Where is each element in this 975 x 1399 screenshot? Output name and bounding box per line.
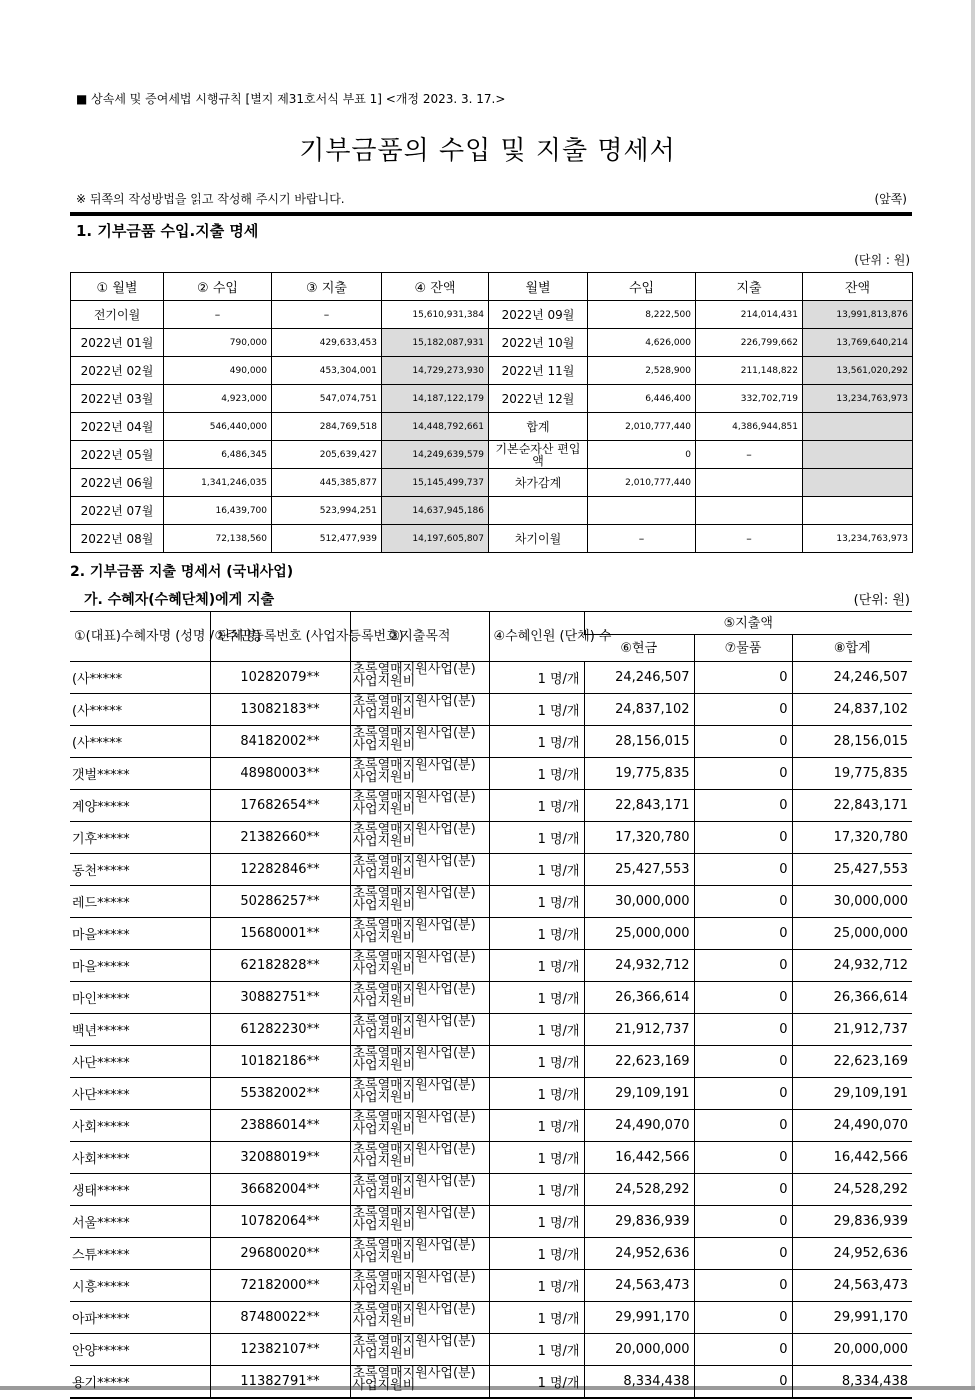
ledger-income: 546,440,000 <box>164 413 272 441</box>
registration-number: 87480022** <box>210 1302 350 1334</box>
cash-amount: 25,000,000 <box>584 918 694 950</box>
registration-number: 55382002** <box>210 1078 350 1110</box>
expense-header-row-1 <box>70 612 912 635</box>
beneficiary-name: 갯벌***** <box>70 758 210 790</box>
total-amount: 24,528,292 <box>792 1174 912 1206</box>
total-amount: 24,932,712 <box>792 950 912 982</box>
ledger-month: 2022년 06월 <box>71 469 164 497</box>
col-income: ② 수입 <box>164 273 272 301</box>
beneficiary-name: 시흥***** <box>70 1270 210 1302</box>
expense-row <box>70 1046 912 1078</box>
beneficiary-count: 1 명/개 <box>489 1206 584 1238</box>
ledger-balance-right <box>803 441 913 469</box>
ledger-month: 2022년 07월 <box>71 497 164 525</box>
goods-amount: 0 <box>694 1014 792 1046</box>
ledger-month-right <box>489 497 588 525</box>
expense-row <box>70 790 912 822</box>
cash-amount: 25,427,553 <box>584 854 694 886</box>
expense-row <box>70 1334 912 1366</box>
ledger-balance: 14,637,945,186 <box>382 497 489 525</box>
ledger-balance: 14,729,273,930 <box>382 357 489 385</box>
ledger-expense: 453,304,001 <box>272 357 382 385</box>
ledger-expense: 284,769,518 <box>272 413 382 441</box>
expense-row <box>70 982 912 1014</box>
expense-purpose: 초록열매지원사업(분) 사업지원비 <box>350 982 489 1014</box>
ledger-expense: 512,477,939 <box>272 525 382 553</box>
beneficiary-name: 용기***** <box>70 1366 210 1399</box>
beneficiary-count: 1 명/개 <box>489 1366 584 1399</box>
ledger-month: 2022년 01월 <box>71 329 164 357</box>
registration-number: 23886014** <box>210 1110 350 1142</box>
total-amount: 24,952,636 <box>792 1238 912 1270</box>
beneficiary-count: 1 명/개 <box>489 1270 584 1302</box>
cash-amount: 30,000,000 <box>584 886 694 918</box>
total-amount: 20,000,000 <box>792 1334 912 1366</box>
ledger-income: 1,341,246,035 <box>164 469 272 497</box>
ledger-balance-right <box>803 469 913 497</box>
beneficiary-expense-table <box>70 611 912 1399</box>
ledger-balance: 14,249,639,579 <box>382 441 489 469</box>
section2-unit: (단위: 원) <box>853 593 910 608</box>
ledger-expense-right: 211,148,822 <box>696 357 803 385</box>
expense-purpose: 초록열매지원사업(분) 사업지원비 <box>350 1334 489 1366</box>
ledger-income-right: 2,528,900 <box>588 357 696 385</box>
registration-number: 15680001** <box>210 918 350 950</box>
col-month: ① 월별 <box>71 273 164 301</box>
expense-purpose: 초록열매지원사업(분) 사업지원비 <box>350 1110 489 1142</box>
ledger-income: 72,138,560 <box>164 525 272 553</box>
ledger-income-right: 8,222,500 <box>588 301 696 329</box>
ledger-month: 2022년 08월 <box>71 525 164 553</box>
ledger-expense-right <box>696 469 803 497</box>
col-income-right: 수입 <box>588 273 696 301</box>
cash-amount: 24,932,712 <box>584 950 694 982</box>
section1-title: 1. 기부금품 수입.지출 명세 <box>76 222 259 240</box>
beneficiary-name: 마을***** <box>70 950 210 982</box>
expense-row <box>70 822 912 854</box>
registration-number: 48980003** <box>210 758 350 790</box>
beneficiary-count: 1 명/개 <box>489 662 584 694</box>
cash-amount: 24,837,102 <box>584 694 694 726</box>
ledger-header-row <box>71 273 913 301</box>
expense-purpose: 초록열매지원사업(분) 사업지원비 <box>350 1366 489 1399</box>
ledger-row <box>71 441 913 469</box>
section2-title: 2. 기부금품 지출 명세서 (국내사업) <box>70 564 294 580</box>
ledger-expense-right: – <box>696 525 803 553</box>
total-amount: 28,156,015 <box>792 726 912 758</box>
expense-row <box>70 1014 912 1046</box>
cash-amount: 29,991,170 <box>584 1302 694 1334</box>
expense-row <box>70 758 912 790</box>
cash-amount: 21,912,737 <box>584 1014 694 1046</box>
ledger-income: – <box>164 301 272 329</box>
registration-number: 11382791** <box>210 1366 350 1399</box>
ledger-income-right: – <box>588 525 696 553</box>
section2-subtitle: 가. 수혜자(수혜단체)에게 지출 <box>84 592 275 608</box>
ledger-expense: 547,074,751 <box>272 385 382 413</box>
total-amount: 24,246,507 <box>792 662 912 694</box>
goods-amount: 0 <box>694 1302 792 1334</box>
expense-purpose: 초록열매지원사업(분) 사업지원비 <box>350 726 489 758</box>
header-total: ⑧합계 <box>792 635 912 662</box>
ledger-balance-right: 13,234,763,973 <box>803 525 913 553</box>
registration-number: 32088019** <box>210 1142 350 1174</box>
ledger-income: 16,439,700 <box>164 497 272 525</box>
cash-amount: 29,836,939 <box>584 1206 694 1238</box>
ledger-balance-right <box>803 413 913 441</box>
goods-amount: 0 <box>694 790 792 822</box>
expense-purpose: 초록열매지원사업(분) 사업지원비 <box>350 758 489 790</box>
ledger-row <box>71 385 913 413</box>
goods-amount: 0 <box>694 982 792 1014</box>
ledger-month-right: 2022년 09월 <box>489 301 588 329</box>
goods-amount: 0 <box>694 1174 792 1206</box>
ledger-balance: 15,182,087,931 <box>382 329 489 357</box>
ledger-month: 2022년 05월 <box>71 441 164 469</box>
ledger-month-right: 2022년 10월 <box>489 329 588 357</box>
total-amount: 25,427,553 <box>792 854 912 886</box>
ledger-month: 2022년 03월 <box>71 385 164 413</box>
registration-number: 62182828** <box>210 950 350 982</box>
ledger-balance-right: 13,991,813,876 <box>803 301 913 329</box>
registration-number: 12282846** <box>210 854 350 886</box>
cash-amount: 24,490,070 <box>584 1110 694 1142</box>
beneficiary-count: 1 명/개 <box>489 790 584 822</box>
total-amount: 19,775,835 <box>792 758 912 790</box>
total-amount: 24,490,070 <box>792 1110 912 1142</box>
expense-row <box>70 1270 912 1302</box>
expense-purpose: 초록열매지원사업(분) 사업지원비 <box>350 1238 489 1270</box>
ledger-expense-right: – <box>696 441 803 469</box>
beneficiary-count: 1 명/개 <box>489 1110 584 1142</box>
expense-purpose: 초록열매지원사업(분) 사업지원비 <box>350 790 489 822</box>
cash-amount: 24,246,507 <box>584 662 694 694</box>
ledger-expense-right: 332,702,719 <box>696 385 803 413</box>
registration-number: 29680020** <box>210 1238 350 1270</box>
registration-number: 10782064** <box>210 1206 350 1238</box>
ledger-expense-right: 214,014,431 <box>696 301 803 329</box>
expense-purpose: 초록열매지원사업(분) 사업지원비 <box>350 854 489 886</box>
beneficiary-name: 사단***** <box>70 1078 210 1110</box>
expense-row <box>70 854 912 886</box>
col-expense-right: 지출 <box>696 273 803 301</box>
registration-number: 72182000** <box>210 1270 350 1302</box>
beneficiary-count: 1 명/개 <box>489 1334 584 1366</box>
ledger-balance-right: 13,769,640,214 <box>803 329 913 357</box>
goods-amount: 0 <box>694 1078 792 1110</box>
ledger-month-right: 2022년 11월 <box>489 357 588 385</box>
total-amount: 25,000,000 <box>792 918 912 950</box>
beneficiary-count: 1 명/개 <box>489 758 584 790</box>
registration-number: 17682654** <box>210 790 350 822</box>
total-amount: 22,843,171 <box>792 790 912 822</box>
ledger-income: 790,000 <box>164 329 272 357</box>
instruction-note: ※ 뒤쪽의 작성방법을 읽고 작성해 주시기 바랍니다. <box>76 192 345 206</box>
registration-number: 30882751** <box>210 982 350 1014</box>
beneficiary-name: 생태***** <box>70 1174 210 1206</box>
cash-amount: 8,334,438 <box>584 1366 694 1399</box>
goods-amount: 0 <box>694 1366 792 1399</box>
total-amount: 8,334,438 <box>792 1366 912 1399</box>
beneficiary-count: 1 명/개 <box>489 1238 584 1270</box>
goods-amount: 0 <box>694 1110 792 1142</box>
expense-purpose: 초록열매지원사업(분) 사업지원비 <box>350 1142 489 1174</box>
cash-amount: 24,563,473 <box>584 1270 694 1302</box>
ledger-month: 2022년 02월 <box>71 357 164 385</box>
total-amount: 24,563,473 <box>792 1270 912 1302</box>
expense-row <box>70 726 912 758</box>
beneficiary-name: 백년***** <box>70 1014 210 1046</box>
registration-number: 50286257** <box>210 886 350 918</box>
ledger-expense: 429,633,453 <box>272 329 382 357</box>
ledger-expense-right: 4,386,944,851 <box>696 413 803 441</box>
beneficiary-name: (사***** <box>70 726 210 758</box>
beneficiary-count: 1 명/개 <box>489 886 584 918</box>
goods-amount: 0 <box>694 1206 792 1238</box>
expense-row <box>70 1238 912 1270</box>
cash-amount: 22,623,169 <box>584 1046 694 1078</box>
beneficiary-name: 안양***** <box>70 1334 210 1366</box>
ledger-row <box>71 525 913 553</box>
ledger-expense: 445,385,877 <box>272 469 382 497</box>
expense-purpose: 초록열매지원사업(분) 사업지원비 <box>350 1302 489 1334</box>
goods-amount: 0 <box>694 886 792 918</box>
goods-amount: 0 <box>694 1270 792 1302</box>
ledger-month-right: 2022년 12월 <box>489 385 588 413</box>
total-amount: 30,000,000 <box>792 886 912 918</box>
ledger-month: 2022년 04월 <box>71 413 164 441</box>
expense-row <box>70 1078 912 1110</box>
expense-purpose: 초록열매지원사업(분) 사업지원비 <box>350 694 489 726</box>
cash-amount: 16,442,566 <box>584 1142 694 1174</box>
total-amount: 21,912,737 <box>792 1014 912 1046</box>
expense-row <box>70 1206 912 1238</box>
cash-amount: 24,952,636 <box>584 1238 694 1270</box>
beneficiary-count: 1 명/개 <box>489 918 584 950</box>
total-amount: 29,109,191 <box>792 1078 912 1110</box>
total-amount: 24,837,102 <box>792 694 912 726</box>
ledger-balance: 15,145,499,737 <box>382 469 489 497</box>
ledger-row <box>71 469 913 497</box>
beneficiary-name: 사회***** <box>70 1142 210 1174</box>
section1-unit: (단위 : 원) <box>854 253 910 267</box>
beneficiary-count: 1 명/개 <box>489 1174 584 1206</box>
beneficiary-name: 서울***** <box>70 1206 210 1238</box>
beneficiary-name: 아파***** <box>70 1302 210 1334</box>
document-title: 기부금품의 수입 및 지출 명세서 <box>299 136 676 166</box>
ledger-balance: 14,197,605,807 <box>382 525 489 553</box>
expense-row <box>70 694 912 726</box>
beneficiary-name: 동천***** <box>70 854 210 886</box>
expense-row <box>70 886 912 918</box>
cash-amount: 26,366,614 <box>584 982 694 1014</box>
header-name: ①(대표)수혜자명 (성명 / 단체명) <box>70 612 210 662</box>
ledger-row <box>71 413 913 441</box>
expense-row <box>70 1366 912 1399</box>
regulation-note: ■ 상속세 및 증여세법 시행규칙 [별지 제31호서식 부표 1] <개정 2023. 3. 17.> <box>76 92 506 106</box>
beneficiary-count: 1 명/개 <box>489 822 584 854</box>
ledger-income-right: 4,626,000 <box>588 329 696 357</box>
beneficiary-count: 1 명/개 <box>489 1014 584 1046</box>
ledger-balance-right <box>803 497 913 525</box>
ledger-row <box>71 329 913 357</box>
ledger-balance: 14,448,792,661 <box>382 413 489 441</box>
beneficiary-count: 1 명/개 <box>489 694 584 726</box>
goods-amount: 0 <box>694 1334 792 1366</box>
expense-purpose: 초록열매지원사업(분) 사업지원비 <box>350 950 489 982</box>
expense-row <box>70 950 912 982</box>
total-amount: 29,836,939 <box>792 1206 912 1238</box>
ledger-expense: 205,639,427 <box>272 441 382 469</box>
ledger-row <box>71 301 913 329</box>
cash-amount: 29,109,191 <box>584 1078 694 1110</box>
expense-purpose: 초록열매지원사업(분) 사업지원비 <box>350 1206 489 1238</box>
ledger-balance-right: 13,234,763,973 <box>803 385 913 413</box>
ledger-income-right: 6,446,400 <box>588 385 696 413</box>
expense-purpose: 초록열매지원사업(분) 사업지원비 <box>350 1078 489 1110</box>
expense-purpose: 초록열매지원사업(분) 사업지원비 <box>350 1046 489 1078</box>
ledger-expense: – <box>272 301 382 329</box>
income-expense-table <box>70 272 913 553</box>
beneficiary-name: (사***** <box>70 694 210 726</box>
goods-amount: 0 <box>694 758 792 790</box>
expense-purpose: 초록열매지원사업(분) 사업지원비 <box>350 1014 489 1046</box>
expense-purpose: 초록열매지원사업(분) 사업지원비 <box>350 1270 489 1302</box>
ledger-expense-right <box>696 497 803 525</box>
divider-rule <box>70 212 912 216</box>
cash-amount: 28,156,015 <box>584 726 694 758</box>
registration-number: 13082183** <box>210 694 350 726</box>
cash-amount: 19,775,835 <box>584 758 694 790</box>
beneficiary-count: 1 명/개 <box>489 1078 584 1110</box>
ledger-income: 4,923,000 <box>164 385 272 413</box>
header-purpose: ③지출목적 <box>350 612 489 662</box>
goods-amount: 0 <box>694 822 792 854</box>
ledger-expense: 523,994,251 <box>272 497 382 525</box>
beneficiary-name: 레드***** <box>70 886 210 918</box>
ledger-balance-right: 13,561,020,292 <box>803 357 913 385</box>
goods-amount: 0 <box>694 726 792 758</box>
cash-amount: 22,843,171 <box>584 790 694 822</box>
registration-number: 10182186** <box>210 1046 350 1078</box>
goods-amount: 0 <box>694 950 792 982</box>
expense-row <box>70 1174 912 1206</box>
goods-amount: 0 <box>694 854 792 886</box>
beneficiary-count: 1 명/개 <box>489 950 584 982</box>
total-amount: 17,320,780 <box>792 822 912 854</box>
col-balance-right: 잔액 <box>803 273 913 301</box>
expense-purpose: 초록열매지원사업(분) 사업지원비 <box>350 918 489 950</box>
registration-number: 36682004** <box>210 1174 350 1206</box>
ledger-balance: 15,610,931,384 <box>382 301 489 329</box>
beneficiary-count: 1 명/개 <box>489 1142 584 1174</box>
ledger-income-right <box>588 497 696 525</box>
expense-row <box>70 1302 912 1334</box>
beneficiary-name: 기후***** <box>70 822 210 854</box>
goods-amount: 0 <box>694 1142 792 1174</box>
beneficiary-name: 마을***** <box>70 918 210 950</box>
cash-amount: 17,320,780 <box>584 822 694 854</box>
registration-number: 21382660** <box>210 822 350 854</box>
goods-amount: 0 <box>694 662 792 694</box>
ledger-balance: 14,187,122,179 <box>382 385 489 413</box>
col-month-right: 월별 <box>489 273 588 301</box>
ledger-income-right: 0 <box>588 441 696 469</box>
beneficiary-name: 계양***** <box>70 790 210 822</box>
page-right-edge <box>971 0 975 1386</box>
header-cash: ⑥현금 <box>584 635 694 662</box>
expense-row <box>70 662 912 694</box>
col-balance: ④ 잔액 <box>382 273 489 301</box>
total-amount: 29,991,170 <box>792 1302 912 1334</box>
registration-number: 10282079** <box>210 662 350 694</box>
beneficiary-name: 스튜***** <box>70 1238 210 1270</box>
expense-row <box>70 918 912 950</box>
beneficiary-count: 1 명/개 <box>489 1302 584 1334</box>
cash-amount: 20,000,000 <box>584 1334 694 1366</box>
header-goods: ⑦물품 <box>694 635 792 662</box>
header-count: ④수혜인원 (단체) 수 <box>489 612 584 662</box>
beneficiary-name: (사***** <box>70 662 210 694</box>
goods-amount: 0 <box>694 1238 792 1270</box>
goods-amount: 0 <box>694 1046 792 1078</box>
ledger-income-right: 2,010,777,440 <box>588 413 696 441</box>
beneficiary-count: 1 명/개 <box>489 982 584 1014</box>
ledger-expense-right: 226,799,662 <box>696 329 803 357</box>
registration-number: 84182002** <box>210 726 350 758</box>
ledger-row <box>71 497 913 525</box>
ledger-month-right: 합계 <box>489 413 588 441</box>
total-amount: 26,366,614 <box>792 982 912 1014</box>
registration-number: 12382107** <box>210 1334 350 1366</box>
beneficiary-name: 마인***** <box>70 982 210 1014</box>
page-side-label: (앞쪽) <box>874 192 907 206</box>
beneficiary-count: 1 명/개 <box>489 1046 584 1078</box>
ledger-month-right: 차기이월 <box>489 525 588 553</box>
ledger-row <box>71 357 913 385</box>
goods-amount: 0 <box>694 694 792 726</box>
total-amount: 16,442,566 <box>792 1142 912 1174</box>
col-expense: ③ 지출 <box>272 273 382 301</box>
goods-amount: 0 <box>694 918 792 950</box>
ledger-income: 490,000 <box>164 357 272 385</box>
ledger-month-right: 기본순자산 편입액 <box>489 441 588 469</box>
expense-row <box>70 1110 912 1142</box>
beneficiary-count: 1 명/개 <box>489 854 584 886</box>
header-reg-no: ②주민등록번호 (사업자등록번호) <box>210 612 350 662</box>
expense-purpose: 초록열매지원사업(분) 사업지원비 <box>350 1174 489 1206</box>
cash-amount: 24,528,292 <box>584 1174 694 1206</box>
expense-purpose: 초록열매지원사업(분) 사업지원비 <box>350 822 489 854</box>
expense-purpose: 초록열매지원사업(분) 사업지원비 <box>350 886 489 918</box>
ledger-month: 전기이월 <box>71 301 164 329</box>
beneficiary-name: 사회***** <box>70 1110 210 1142</box>
total-amount: 22,623,169 <box>792 1046 912 1078</box>
header-amount: ⑤지출액 <box>584 612 912 635</box>
beneficiary-count: 1 명/개 <box>489 726 584 758</box>
ledger-income-right: 2,010,777,440 <box>588 469 696 497</box>
expense-row <box>70 1142 912 1174</box>
ledger-month-right: 차가감계 <box>489 469 588 497</box>
registration-number: 61282230** <box>210 1014 350 1046</box>
ledger-income: 6,486,345 <box>164 441 272 469</box>
beneficiary-name: 사단***** <box>70 1046 210 1078</box>
expense-purpose: 초록열매지원사업(분) 사업지원비 <box>350 662 489 694</box>
